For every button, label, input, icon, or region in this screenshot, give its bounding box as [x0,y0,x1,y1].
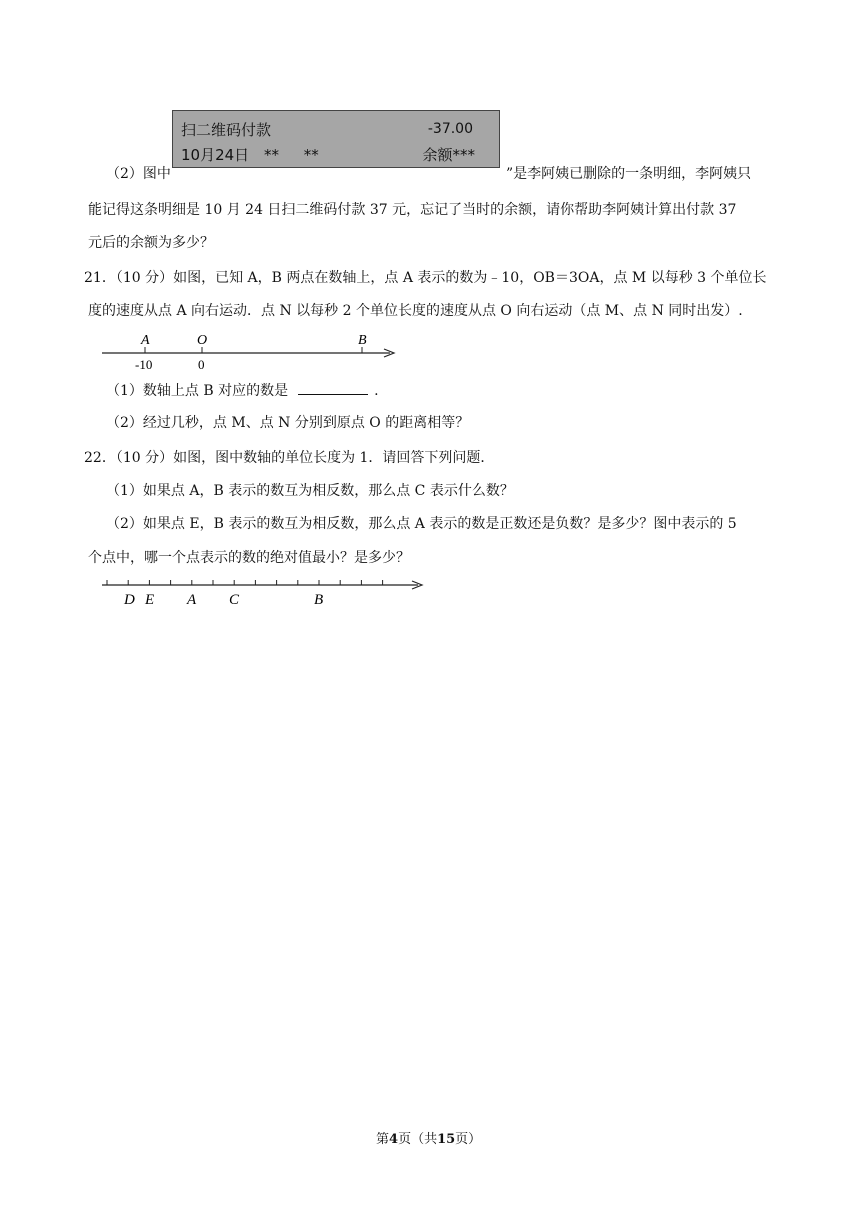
q21-label-a: A [141,333,150,348]
q21-part1-text: （1）数轴上点 B 对应的数是 [106,383,289,399]
footer-mid: 页（共 [398,1132,438,1147]
q21-part1-period: . [374,383,379,399]
q21-answer-blank [298,380,368,395]
receipt-date-row [181,144,319,165]
q22-label-c: C [229,592,240,608]
receipt-title: 扫二维码付款 [181,121,272,139]
q20-part2-line3: 元后的余额为多少？ [88,235,214,251]
page-footer [376,1128,481,1147]
q21-label-b: B [358,333,367,348]
q21-label-o: O [197,333,208,348]
q20-part2-suffix: ”是李阿姨已删除的一条明细，李阿姨只 [506,166,752,182]
q21-stem-line1: 21．（10 分）如图，已知 A，B 两点在数轴上，点 A 表示的数为﹣10，OB＝3OA，点 M 以每秒 3 个单位长 [84,270,767,286]
q21-value-o: 0 [198,357,205,372]
footer-pre: 第 [376,1132,390,1147]
q21-part1 [106,380,379,401]
q22-label-b: B [314,592,324,608]
q20-part2-prefix: （2）图中 [106,166,171,182]
footer-total-pages: 15 [437,1132,456,1147]
q22-ticks [107,580,383,585]
receipt-balance: 余额*** [422,146,475,164]
receipt-detail-image [172,110,500,168]
q22-label-d: D [124,592,135,608]
receipt-masked-2: ** [303,146,319,164]
q21-value-a: -10 [135,357,153,372]
q21-number-line [100,328,400,372]
footer-page-number: 4 [389,1132,399,1147]
receipt-date: 10月24日 [181,146,250,164]
receipt-amount: -37.00 [427,121,473,137]
footer-post: 页） [455,1132,482,1147]
q22-part2-line2: 个点中，哪一个点表示的数的绝对值最小？是多少？ [88,550,410,566]
q22-label-e: E [145,592,155,608]
q22-part2-line1: （2）如果点 E，B 表示的数互为相反数，那么点 A 表示的数是正数还是负数？是多少？图中表示的 5 [106,516,737,532]
receipt-masked-1: ** [263,146,279,164]
q22-stem: 22．（10 分）如图，图中数轴的单位长度为 1．请回答下列问题． [84,450,495,466]
q20-part2-line2: 能记得这条明细是 10 月 24 日扫二维码付款 37 元，忘记了当时的余额，请你帮助李阿姨计算出付款 37 [88,202,737,218]
q22-part1: （1）如果点 A，B 表示的数互为相反数，那么点 C 表示什么数？ [106,483,514,499]
q22-number-line [100,576,430,608]
q22-label-a: A [187,592,197,608]
q21-stem-line2: 度的速度从点 A 向右运动．点 N 以每秒 2 个单位长度的速度从点 O 向右运动（点 M、点 N 同时出发）. [88,303,743,319]
q21-part2: （2）经过几秒，点 M、点 N 分别到原点 O 的距离相等？ [106,415,470,431]
